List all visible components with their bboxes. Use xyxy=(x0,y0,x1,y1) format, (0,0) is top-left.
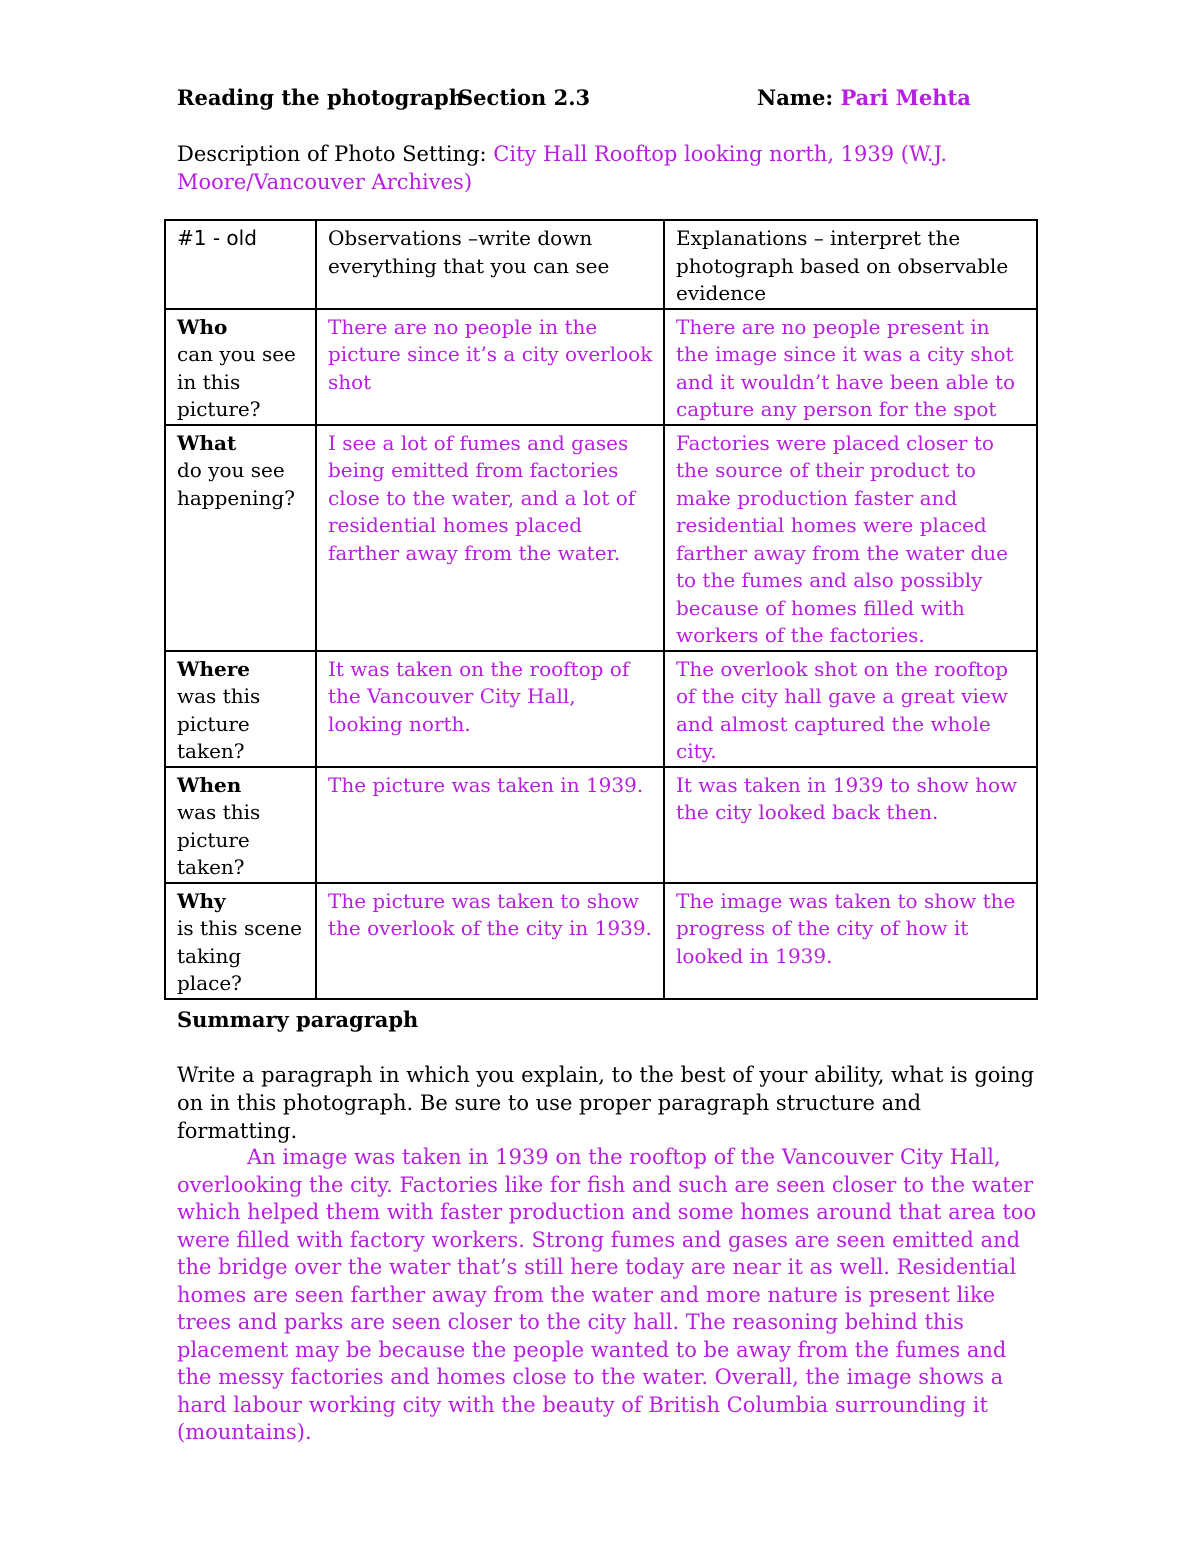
explanation-cell: There are no people present in the image since it was a city shot and it wouldn’t have been able to capture any person for the spot xyxy=(664,309,1037,425)
summary-heading: Summary paragraph xyxy=(177,1007,419,1032)
section-label: Section 2.3 xyxy=(458,85,591,110)
row-label-bold: Why xyxy=(177,888,226,913)
observation-cell: The picture was taken to show the overlook of the city in 1939. xyxy=(316,883,664,999)
table-header-row xyxy=(165,220,1037,309)
row-label xyxy=(165,425,316,651)
name-line xyxy=(757,84,971,112)
table-row xyxy=(165,883,1037,999)
row-label-text: can you see in this picture? xyxy=(177,342,296,421)
table-row xyxy=(165,767,1037,883)
row-label-bold: Where xyxy=(177,656,250,681)
row-label xyxy=(165,651,316,767)
description-label: Description of Photo Setting: xyxy=(177,142,494,166)
explanation-cell: The image was taken to show the progress of the city of how it looked in 1939. xyxy=(664,883,1037,999)
row-label xyxy=(165,883,316,999)
row-label-bold: Who xyxy=(177,314,228,339)
observation-cell: The picture was taken in 1939. xyxy=(316,767,664,883)
observation-cell: I see a lot of fumes and gases being emitted from factories close to the water, and a lot of residential homes placed farther away from the water. xyxy=(316,425,664,651)
worksheet-title: Reading the photograph xyxy=(177,85,464,110)
explanation-cell: The overlook shot on the rooftop of the city hall gave a great view and almost captured the whole city. xyxy=(664,651,1037,767)
row-label-text: was this picture taken? xyxy=(177,684,261,763)
row-label-bold: What xyxy=(177,430,237,455)
table-row xyxy=(165,425,1037,651)
photo-description xyxy=(177,140,1077,196)
explanation-cell: Factories were placed closer to the source of their product to make production faster and residential homes were placed farther away from the water due to the fumes and also possibly because of homes filled with workers of the factories. xyxy=(664,425,1037,651)
summary-paragraph: An image was taken in 1939 on the rooftop of the Vancouver City Hall, overlooking the city. Factories like for fish and such are seen closer to the water which helped them with faster production and some homes around that area too were filled with factory workers. Strong fumes and gases are seen emitted and the bridge over the water that’s still here today are near it as well. Residential homes are seen farther away from the water and more nature is present like trees and parks are seen closer to the city hall. The reasoning behind this placement may be because the people wanted to be away from the fumes and the messy factories and homes close to the water. Overall, the image shows a hard labour working city with the beauty of British Columbia surrounding it (mountains). xyxy=(177,1145,1037,1444)
explanation-cell: It was taken in 1939 to show how the city looked back then. xyxy=(664,767,1037,883)
observations-header: Observations –write down everything that you can see xyxy=(316,220,664,309)
row-label xyxy=(165,767,316,883)
row-label-text: was this picture taken? xyxy=(177,800,261,879)
row-label xyxy=(165,309,316,425)
student-name: Pari Mehta xyxy=(840,85,971,110)
table-corner-label: #1 - old xyxy=(165,220,316,309)
name-label: Name: xyxy=(757,85,841,110)
explanations-header: Explanations – interpret the photograph based on observable evidence xyxy=(664,220,1037,309)
row-label-text: is this scene taking place? xyxy=(177,916,302,995)
observation-cell: It was taken on the rooftop of the Vancouver City Hall, looking north. xyxy=(316,651,664,767)
row-label-bold: When xyxy=(177,772,242,797)
table-row xyxy=(165,309,1037,425)
table-row xyxy=(165,651,1037,767)
summary-prompt: Write a paragraph in which you explain, to the best of your ability, what is going on in this photograph. Be sure to use proper paragraph structure and formatting. xyxy=(177,1063,1035,1143)
observation-cell: There are no people in the picture since it’s a city overlook shot xyxy=(316,309,664,425)
row-label-text: do you see happening? xyxy=(177,458,295,510)
observation-table xyxy=(164,219,1038,1000)
description-value: City Hall Rooftop looking north, 1939 (W.J. Moore/Vancouver Archives) xyxy=(177,142,948,194)
